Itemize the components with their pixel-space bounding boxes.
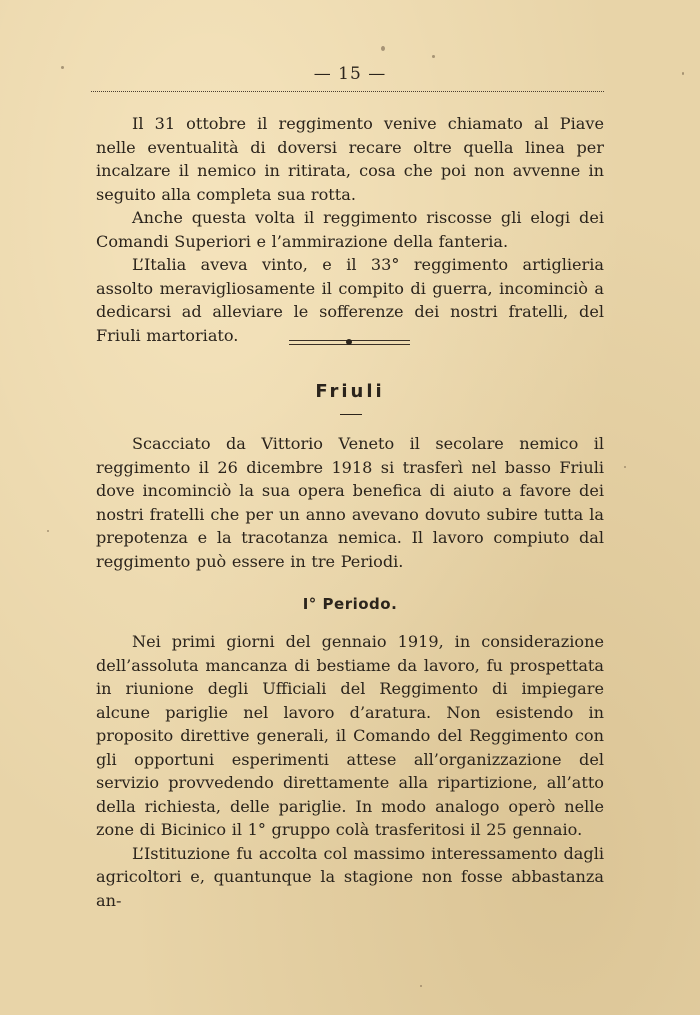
paper-speck	[420, 985, 422, 987]
paper-speck	[682, 72, 684, 75]
intro-text-block	[96, 112, 604, 347]
subsection-text-block	[96, 630, 604, 912]
paper-speck	[432, 55, 435, 58]
header-dotted-rule	[91, 91, 604, 92]
section-title: Friuli	[315, 381, 385, 402]
divider-dot	[346, 339, 352, 345]
paper-speck	[624, 466, 626, 468]
subsection-paragraph-1: Nei primi giorni del gennaio 1919, in considerazione dell’assoluta mancanza di bestiame da lavoro, fu prospettata in riunione degli Ufficiali del Reggimento di impiegare alcune pariglie nel lavoro d’aratura. Non esistendo in proposito direttive generali, il Comando del Reggimento con gli opportuni esperimenti attese all’organizzazione del servizio provvedendo direttamente alla ripartizione, all’atto della richiesta, delle pariglie. In modo analogo operò nelle zone di Bicinico il 1° gruppo colà trasferitosi il 25 gennaio.	[96, 632, 604, 839]
section-paragraph-1: Scacciato da Vittorio Veneto il secolare nemico il reggimento il 26 dicembre 1918 si trasferì nel basso Friuli dove incominciò la sua opera benefica di aiuto a favore dei nostri fratelli che per un anno avevano dovuto subire tutta la prepotenza e la tracotanza nemica. Il lavoro compiuto dal reggimento può essere in tre Periodi.	[96, 434, 604, 571]
page-number: — 15 —	[313, 64, 387, 84]
section-text-block	[96, 432, 604, 573]
paper-speck	[47, 530, 49, 532]
paper-speck	[61, 66, 64, 69]
intro-paragraph-3: L’Italia aveva vinto, e il 33° reggimento artiglieria assolto meravigliosamente il compito di guerra, incominciò a dedicarsi ad alleviare le sofferenze dei nostri fratelli, del Friuli martoriato.	[96, 255, 604, 345]
subsection-title: I° Periodo.	[302, 595, 398, 613]
subsection-paragraph-2: L’Istituzione fu accolta col massimo interessamento dagli agricoltori e, quantunque la stagione non fosse abbastanza an-	[96, 843, 604, 910]
intro-paragraph-1: Il 31 ottobre il reggimento venive chiamato al Piave nelle eventualità di doversi recare oltre quella linea per incalzare il nemico in ritirata, cosa che poi non avvenne in seguito alla completa sua rotta.	[96, 114, 604, 204]
paper-speck	[381, 46, 385, 51]
intro-paragraph-2: Anche questa volta il reggimento riscosse gli elogi dei Comandi Superiori e l’ammirazione della fanteria.	[96, 208, 604, 251]
section-title-dash	[340, 414, 362, 415]
section-divider	[289, 340, 410, 345]
